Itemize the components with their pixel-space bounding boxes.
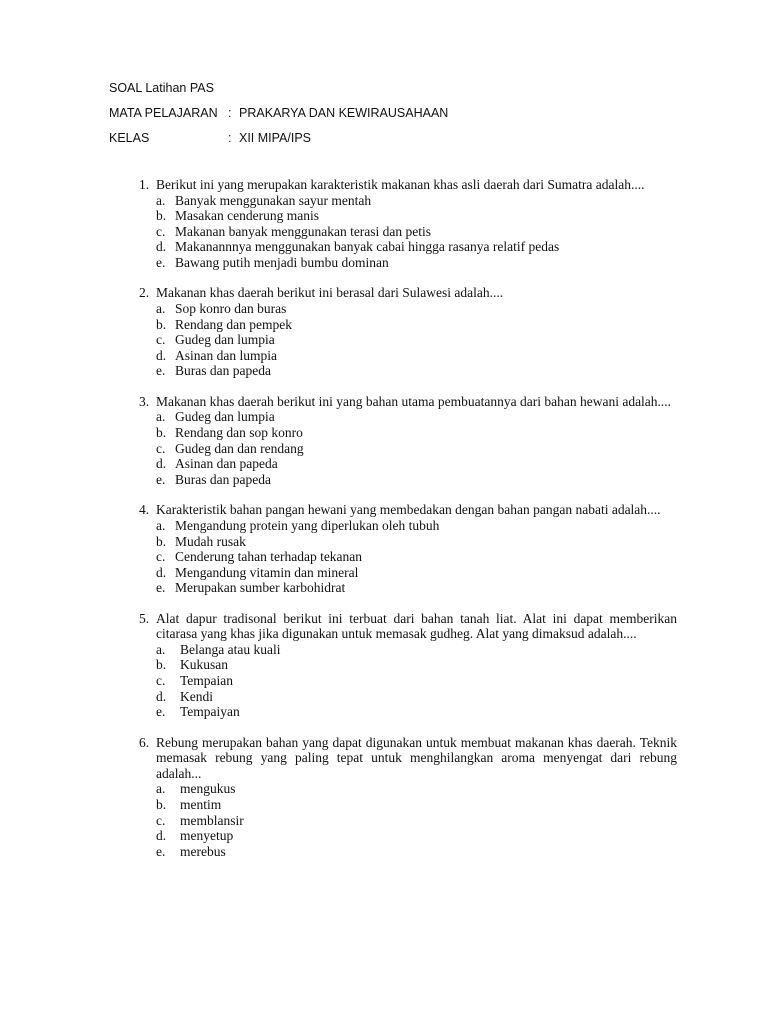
option-text: Mengandung vitamin dan mineral xyxy=(175,564,359,580)
option-letter: a. xyxy=(156,641,166,657)
option-text: Buras dan papeda xyxy=(175,363,271,379)
option-text: Sop konro dan buras xyxy=(175,300,287,316)
option-text: Asinan dan papeda xyxy=(175,456,278,472)
question-stem xyxy=(139,394,677,410)
question-1 xyxy=(139,177,677,270)
option-b xyxy=(156,534,677,550)
option-list xyxy=(156,781,677,859)
option-text: Gudeg dan lumpia xyxy=(175,409,275,425)
question-4 xyxy=(139,502,677,595)
option-d xyxy=(156,565,677,581)
option-d xyxy=(156,239,677,255)
subject-value: PRAKARYA DAN KEWIRAUSAHAAN xyxy=(239,106,449,120)
option-letter: d. xyxy=(156,456,167,472)
option-text: Gudeg dan dan rendang xyxy=(175,440,304,456)
option-text: Cenderung tahan terhadap tekanan xyxy=(175,549,363,565)
option-d xyxy=(156,828,677,844)
subject-row xyxy=(109,105,448,130)
question-stem xyxy=(139,735,677,782)
question-list xyxy=(139,177,677,874)
option-c xyxy=(156,332,677,348)
option-b xyxy=(156,797,677,813)
option-text: Asinan dan lumpia xyxy=(175,347,277,363)
question-number: 2. xyxy=(139,285,150,301)
document-header xyxy=(109,80,448,155)
question-2 xyxy=(139,285,677,378)
option-text: Masakan cenderung manis xyxy=(175,208,319,224)
option-letter: d. xyxy=(156,688,167,704)
question-text: Makanan khas daerah berikut ini yang bahan utama pembuatannya dari bahan hewani adalah.... xyxy=(156,393,672,409)
class-value: XII MIPA/IPS xyxy=(239,131,312,145)
document-title-row xyxy=(109,80,448,105)
option-text: Banyak menggunakan sayur mentah xyxy=(175,192,372,208)
option-letter: e. xyxy=(156,704,166,720)
option-text: merebus xyxy=(180,843,226,859)
option-text: Rendang dan sop konro xyxy=(175,425,303,441)
subject-colon: : xyxy=(228,106,232,120)
option-letter: c. xyxy=(156,673,166,689)
option-letter: e. xyxy=(156,843,166,859)
option-text: Mudah rusak xyxy=(175,533,246,549)
option-letter: d. xyxy=(156,239,167,255)
option-text: Kukusan xyxy=(180,657,228,673)
question-stem xyxy=(139,285,677,301)
option-letter: d. xyxy=(156,828,167,844)
option-text: mentim xyxy=(180,796,222,812)
option-text: Belanga atau kuali xyxy=(180,641,281,657)
question-number: 1. xyxy=(139,177,150,192)
option-e xyxy=(156,255,677,271)
option-a xyxy=(156,301,677,317)
option-d xyxy=(156,689,677,705)
option-text: Buras dan papeda xyxy=(175,471,271,487)
option-letter: d. xyxy=(156,347,167,363)
option-letter: a. xyxy=(156,300,166,316)
option-text: Makanan banyak menggunakan terasi dan petis xyxy=(175,223,432,239)
question-stem xyxy=(139,611,677,642)
question-text: Rebung merupakan bahan yang dapat digunakan untuk membuat makanan khas daerah. Teknik memasak rebung yang paling tepat untuk menghilangkan aroma menyengat dari rebung adalah... xyxy=(156,734,677,781)
option-e xyxy=(156,472,677,488)
class-colon: : xyxy=(228,131,232,145)
question-stem xyxy=(139,177,677,193)
option-a xyxy=(156,409,677,425)
option-letter: a. xyxy=(156,192,166,208)
option-a xyxy=(156,781,677,797)
option-c xyxy=(156,224,677,240)
option-e xyxy=(156,363,677,379)
option-b xyxy=(156,208,677,224)
option-text: Bawang putih menjadi bumbu dominan xyxy=(175,254,389,270)
option-letter: c. xyxy=(156,812,166,828)
option-letter: c. xyxy=(156,549,166,565)
option-letter: d. xyxy=(156,564,167,580)
question-5 xyxy=(139,611,677,720)
option-letter: a. xyxy=(156,517,166,533)
question-text: Alat dapur tradisonal berikut ini terbuat dari bahan tanah liat. Alat ini dapat memberikan citarasa yang khas jika digunakan untuk memasak gudheg. Alat yang dimaksud adalah.... xyxy=(156,610,677,642)
option-c xyxy=(156,549,677,565)
option-text: Kendi xyxy=(180,688,213,704)
option-text: mengukus xyxy=(180,781,236,797)
question-number: 3. xyxy=(139,393,150,409)
option-b xyxy=(156,425,677,441)
question-6 xyxy=(139,735,677,859)
option-c xyxy=(156,441,677,457)
question-stem xyxy=(139,502,677,518)
option-list xyxy=(156,409,677,487)
option-letter: b. xyxy=(156,208,167,224)
option-letter: b. xyxy=(156,533,167,549)
option-letter: c. xyxy=(156,332,166,348)
question-number: 4. xyxy=(139,502,150,518)
question-text: Makanan khas daerah berikut ini berasal dari Sulawesi adalah.... xyxy=(156,285,504,301)
option-letter: e. xyxy=(156,363,166,379)
option-e xyxy=(156,844,677,860)
option-b xyxy=(156,657,677,673)
option-list xyxy=(156,518,677,596)
option-letter: b. xyxy=(156,316,167,332)
option-a xyxy=(156,193,677,209)
option-letter: e. xyxy=(156,471,166,487)
class-row xyxy=(109,130,448,155)
question-text: Berikut ini yang merupakan karakteristik makanan khas asli daerah dari Sumatra adalah.... xyxy=(156,177,645,192)
class-label: KELAS xyxy=(109,131,150,145)
option-b xyxy=(156,317,677,333)
option-letter: b. xyxy=(156,796,167,812)
question-number: 5. xyxy=(139,610,150,626)
option-letter: e. xyxy=(156,580,166,596)
option-letter: b. xyxy=(156,425,167,441)
option-e xyxy=(156,580,677,596)
option-letter: b. xyxy=(156,657,167,673)
option-a xyxy=(156,518,677,534)
option-text: Gudeg dan lumpia xyxy=(175,332,275,348)
option-text: menyetup xyxy=(180,828,234,844)
option-letter: c. xyxy=(156,223,166,239)
option-c xyxy=(156,813,677,829)
option-a xyxy=(156,642,677,658)
option-letter: a. xyxy=(156,409,166,425)
question-3 xyxy=(139,394,677,487)
option-text: Tempaiyan xyxy=(180,704,240,720)
option-e xyxy=(156,704,677,720)
option-text: memblansir xyxy=(180,812,244,828)
option-letter: e. xyxy=(156,254,166,270)
option-text: Makanannnya menggunakan banyak cabai hingga rasanya relatif pedas xyxy=(175,239,560,255)
option-list xyxy=(156,301,677,379)
option-d xyxy=(156,348,677,364)
question-number: 6. xyxy=(139,734,150,750)
option-d xyxy=(156,456,677,472)
option-list xyxy=(156,193,677,271)
question-text: Karakteristik bahan pangan hewani yang membedakan dengan bahan pangan nabati adalah.... xyxy=(156,502,661,518)
option-text: Rendang dan pempek xyxy=(175,316,292,332)
subject-label: MATA PELAJARAN xyxy=(109,106,218,120)
document-title: SOAL Latihan PAS xyxy=(109,81,214,95)
option-text: Tempaian xyxy=(180,673,234,689)
option-letter: a. xyxy=(156,781,166,797)
option-c xyxy=(156,673,677,689)
option-list xyxy=(156,642,677,720)
option-text: Merupakan sumber karbohidrat xyxy=(175,580,346,596)
option-text: Mengandung protein yang diperlukan oleh tubuh xyxy=(175,517,440,533)
option-letter: c. xyxy=(156,440,166,456)
